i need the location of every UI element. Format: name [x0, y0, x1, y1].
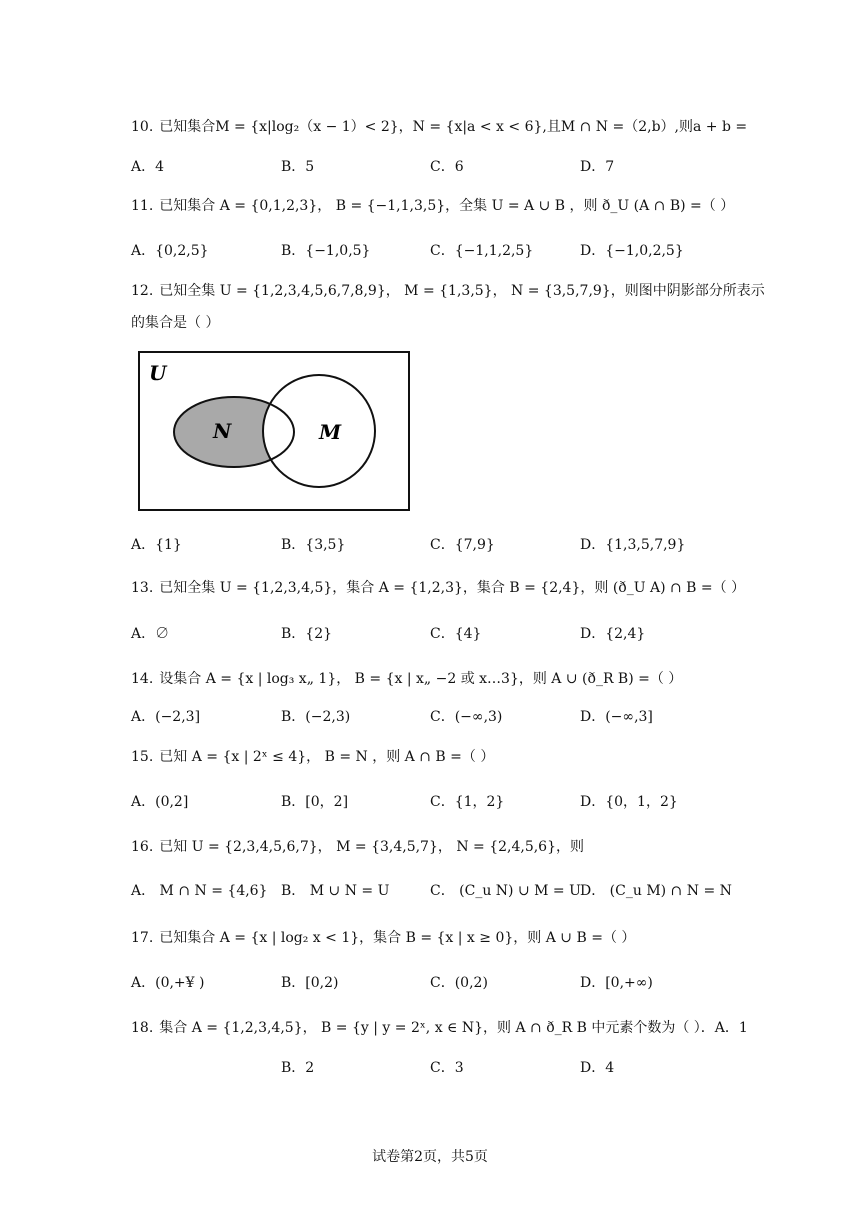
question-12	[131, 281, 765, 301]
option-a: A．(−2,3]	[131, 709, 201, 725]
option-c: C．(0,2)	[430, 975, 488, 991]
option-d: D．(−∞,3]	[580, 709, 653, 725]
option-a: A．{1}	[131, 537, 182, 553]
option-d: D．{0，1，2}	[580, 794, 678, 810]
set-m-label: M	[319, 420, 342, 444]
set-n-label: N	[213, 419, 232, 443]
option-c: C．{7,9}	[430, 537, 495, 553]
option-d: D．{−1,0,2,5}	[580, 243, 684, 259]
option-b: B．2	[281, 1060, 315, 1076]
question-14	[131, 669, 682, 689]
question-18	[131, 1018, 748, 1038]
option-b: B．[0,2)	[281, 975, 339, 991]
option-b: B．{−1,0,5}	[281, 243, 371, 259]
question-number: 18.	[131, 1020, 154, 1036]
question-number: 15.	[131, 749, 154, 765]
question-number: 10.	[131, 119, 154, 135]
option-a: A．(0,2]	[131, 794, 189, 810]
question-number: 11.	[131, 198, 154, 214]
option-d: D．4	[580, 1060, 615, 1076]
question-number: 14.	[131, 671, 154, 687]
question-text: 已知集合 A = {x | log₂ x < 1}，集合 B = {x | x ≥ 0}，则 A ∪ B =（ ）	[159, 930, 636, 946]
option-c: C． (C_u N) ∪ M = U	[430, 883, 581, 899]
option-a: A．∅	[131, 626, 170, 642]
question-17	[131, 928, 635, 948]
page-footer: 试卷第2页，共5页	[372, 1149, 488, 1165]
question-11	[131, 196, 734, 216]
question-text: 设集合 A = {x | log₃ x„ 1}， B = {x | x„ −2 或 x…3}，则 A ∪ (ð_R B) =（ ）	[159, 671, 683, 687]
venn-diagram	[137, 350, 411, 512]
question-text: 已知 U = {2,3,4,5,6,7}， M = {3,4,5,7}， N = {2,4,5,6}，则	[159, 839, 584, 855]
question-number: 16.	[131, 839, 154, 855]
option-b: B．(−2,3)	[281, 709, 351, 725]
option-a: A．{0,2,5}	[131, 243, 209, 259]
option-a: A．(0,+¥ )	[131, 975, 205, 991]
question-number: 12.	[131, 283, 154, 299]
question-text: 已知集合M = {x|log₂（x − 1）< 2}，N = {x|a < x < 6},且M ∩ N =（2,b）,则a + b =	[159, 119, 748, 135]
option-a: A．4	[131, 159, 165, 175]
question-10	[131, 117, 747, 137]
option-d: D．{2,4}	[580, 626, 646, 642]
question-13	[131, 578, 745, 598]
question-number: 13.	[131, 580, 154, 596]
option-c: C．6	[430, 159, 464, 175]
question-text: 已知全集 U = {1,2,3,4,5}，集合 A = {1,2,3}，集合 B = {2,4}，则 (ð_U A) ∩ B =（ ）	[159, 580, 746, 596]
question-text: 已知 A = {x | 2ˣ ≤ 4}， B = N ，则 A ∩ B =（ ）	[159, 749, 495, 765]
question-text: 已知集合 A = {0,1,2,3}， B = {−1,1,3,5}，全集 U = A ∪ B ，则 ð_U (A ∩ B) =（ ）	[159, 198, 735, 214]
option-d: D． (C_u M) ∩ N = N	[580, 883, 732, 899]
question-text: 集合 A = {1,2,3,4,5}， B = {y | y = 2ˣ, x ∈ N}，则 A ∩ ð_R B 中元素个数为（ ）．A．1	[159, 1020, 748, 1036]
question-number: 17.	[131, 930, 154, 946]
question-12-continuation: 的集合是（ ）	[131, 315, 220, 331]
question-text: 已知全集 U = {1,2,3,4,5,6,7,8,9}， M = {1,3,5}， N = {3,5,7,9}，则图中阴影部分所表示	[159, 283, 765, 299]
option-c: C．3	[430, 1060, 464, 1076]
question-15	[131, 747, 494, 767]
option-c: C．{1，2}	[430, 794, 505, 810]
universe-label: U	[149, 361, 167, 385]
option-c: C．{4}	[430, 626, 482, 642]
option-c: C．{−1,1,2,5}	[430, 243, 534, 259]
question-16	[131, 837, 584, 857]
option-b: B．{3,5}	[281, 537, 346, 553]
option-a: A． M ∩ N = {4,6}	[131, 883, 268, 899]
option-b: B．5	[281, 159, 315, 175]
option-b: B．{2}	[281, 626, 333, 642]
option-d: D．7	[580, 159, 615, 175]
option-d: D．[0,+∞)	[580, 975, 653, 991]
option-c: C．(−∞,3)	[430, 709, 503, 725]
option-b: B．[0，2]	[281, 794, 349, 810]
option-d: D．{1,3,5,7,9}	[580, 537, 686, 553]
option-b: B． M ∪ N = U	[281, 883, 390, 899]
